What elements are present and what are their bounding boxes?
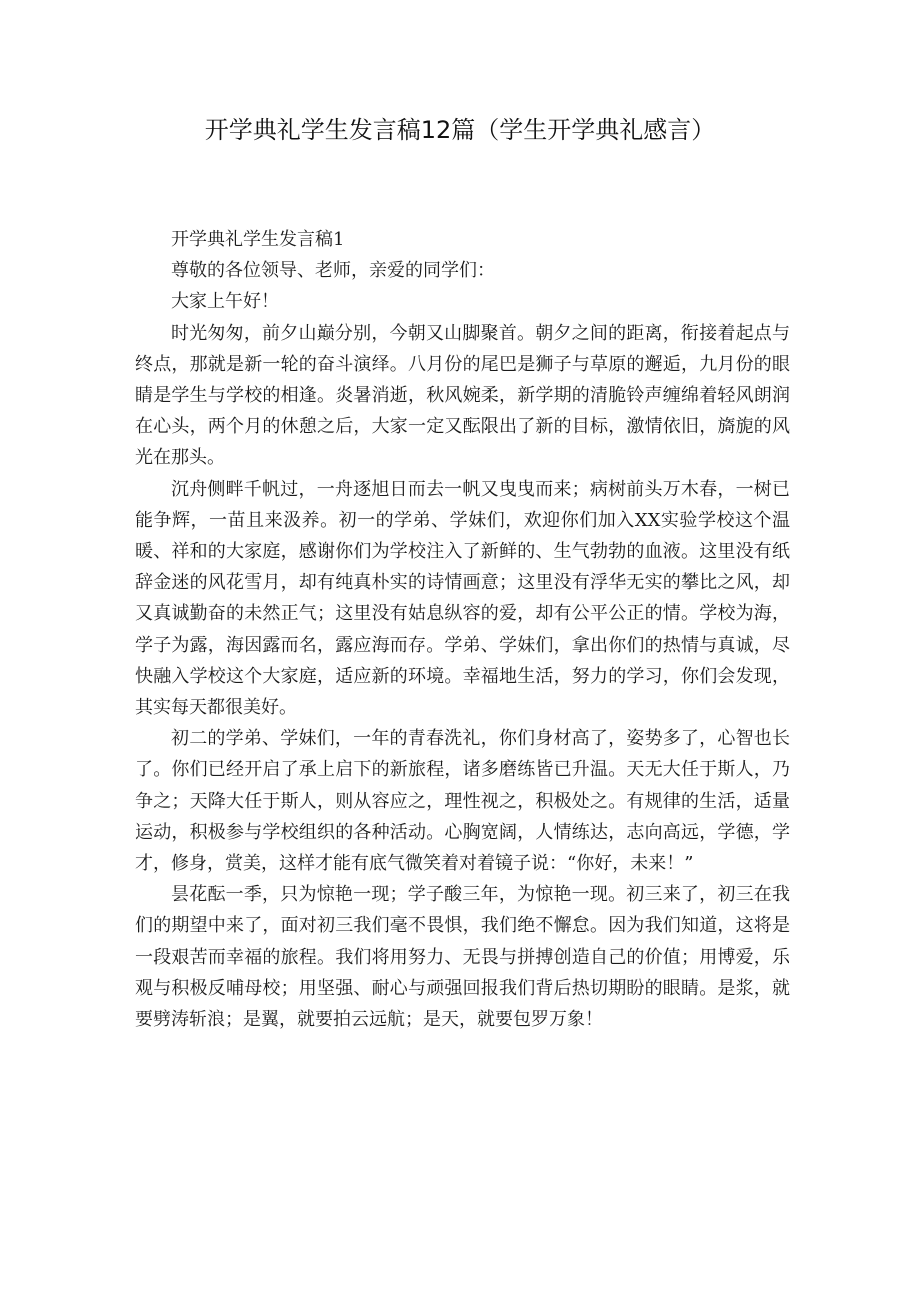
- greeting: 大家上午好！: [171, 291, 279, 313]
- body-paragraph-2: 沉舟侧畔千帆过，一舟逐旭日而去一帆又曳曳而来；病树前头万木春，一树已能争辉，一苗且来汲养。初一的学弟、学妹们，欢迎你们加入XX实验学校这个温暖、祥和的大家庭，感谢你们为学校注入了新鲜的、生气勃勃的血液。这里没有纸辞金迷的风花雪月，却有纯真朴实的诗情画意；这里没有浮华无实的攀比之风，却又真诚勤奋的未然正气；这里没有姑息纵容的爱，却有公平公正的情。学校为海，学子为露，海因露而名，露应海而存。学弟、学妹们，拿出你们的热情与真诚，尽快融入学校这个大家庭，适应新的环境。幸福地生活，努力的学习，你们会发现，其实每天都很美好。: [135, 478, 790, 719]
- body-paragraph-3: 初二的学弟、学妹们，一年的青春洗礼，你们身材高了，姿势多了，心智也长了。你们已经开启了承上启下的新旅程，诸多磨练皆已升温。天无大任于斯人，乃争之；天降大任于斯人，则从容应之，理性视之，积极处之。有规律的生活，适量运动，积极参与学校组织的各种活动。心胸宽阔，人情练达，志向高远，学德，学才，修身，赏美，这样才能有底气微笑着对着镜子说：“你好，未来！”: [135, 728, 790, 875]
- document-body: [135, 224, 790, 1035]
- document-title: 开学典礼学生发言稿12篇（学生开学典礼感言）: [204, 116, 716, 144]
- salutation: 尊敬的各位领导、老师，亲爱的同学们：: [171, 260, 495, 282]
- section-heading: 开学典礼学生发言稿1: [171, 229, 345, 250]
- body-paragraph-4: 昙花酝一季，只为惊艳一现；学子酸三年，为惊艳一现。初三来了，初三在我们的期望中来了，面对初三我们毫不畏惧，我们绝不懈怠。因为我们知道，这将是一段艰苦而幸福的旅程。我们将用努力、无畏与拼搏创造自己的价值；用博爱，乐观与积极反哺母校；用坚强、耐心与顽强回报我们背后热切期盼的眼睛。是浆，就要劈涛斩浪；是翼，就要拍云远航；是天，就要包罗万象！: [135, 884, 790, 1031]
- body-paragraph-1: 时光匆匆，前夕山巅分别，今朝又山脚聚首。朝夕之间的距离，衔接着起点与终点，那就是新一轮的奋斗演绎。八月份的尾巴是狮子与草原的邂逅，九月份的眼睛是学生与学校的相逢。炎暑消逝，秋风婉柔，新学期的清脆铃声缠绵着轻风朗润在心头，两个月的休憩之后，大家一定又酝限出了新的目标，激情依旧，旖旎的风光在那头。: [135, 322, 790, 469]
